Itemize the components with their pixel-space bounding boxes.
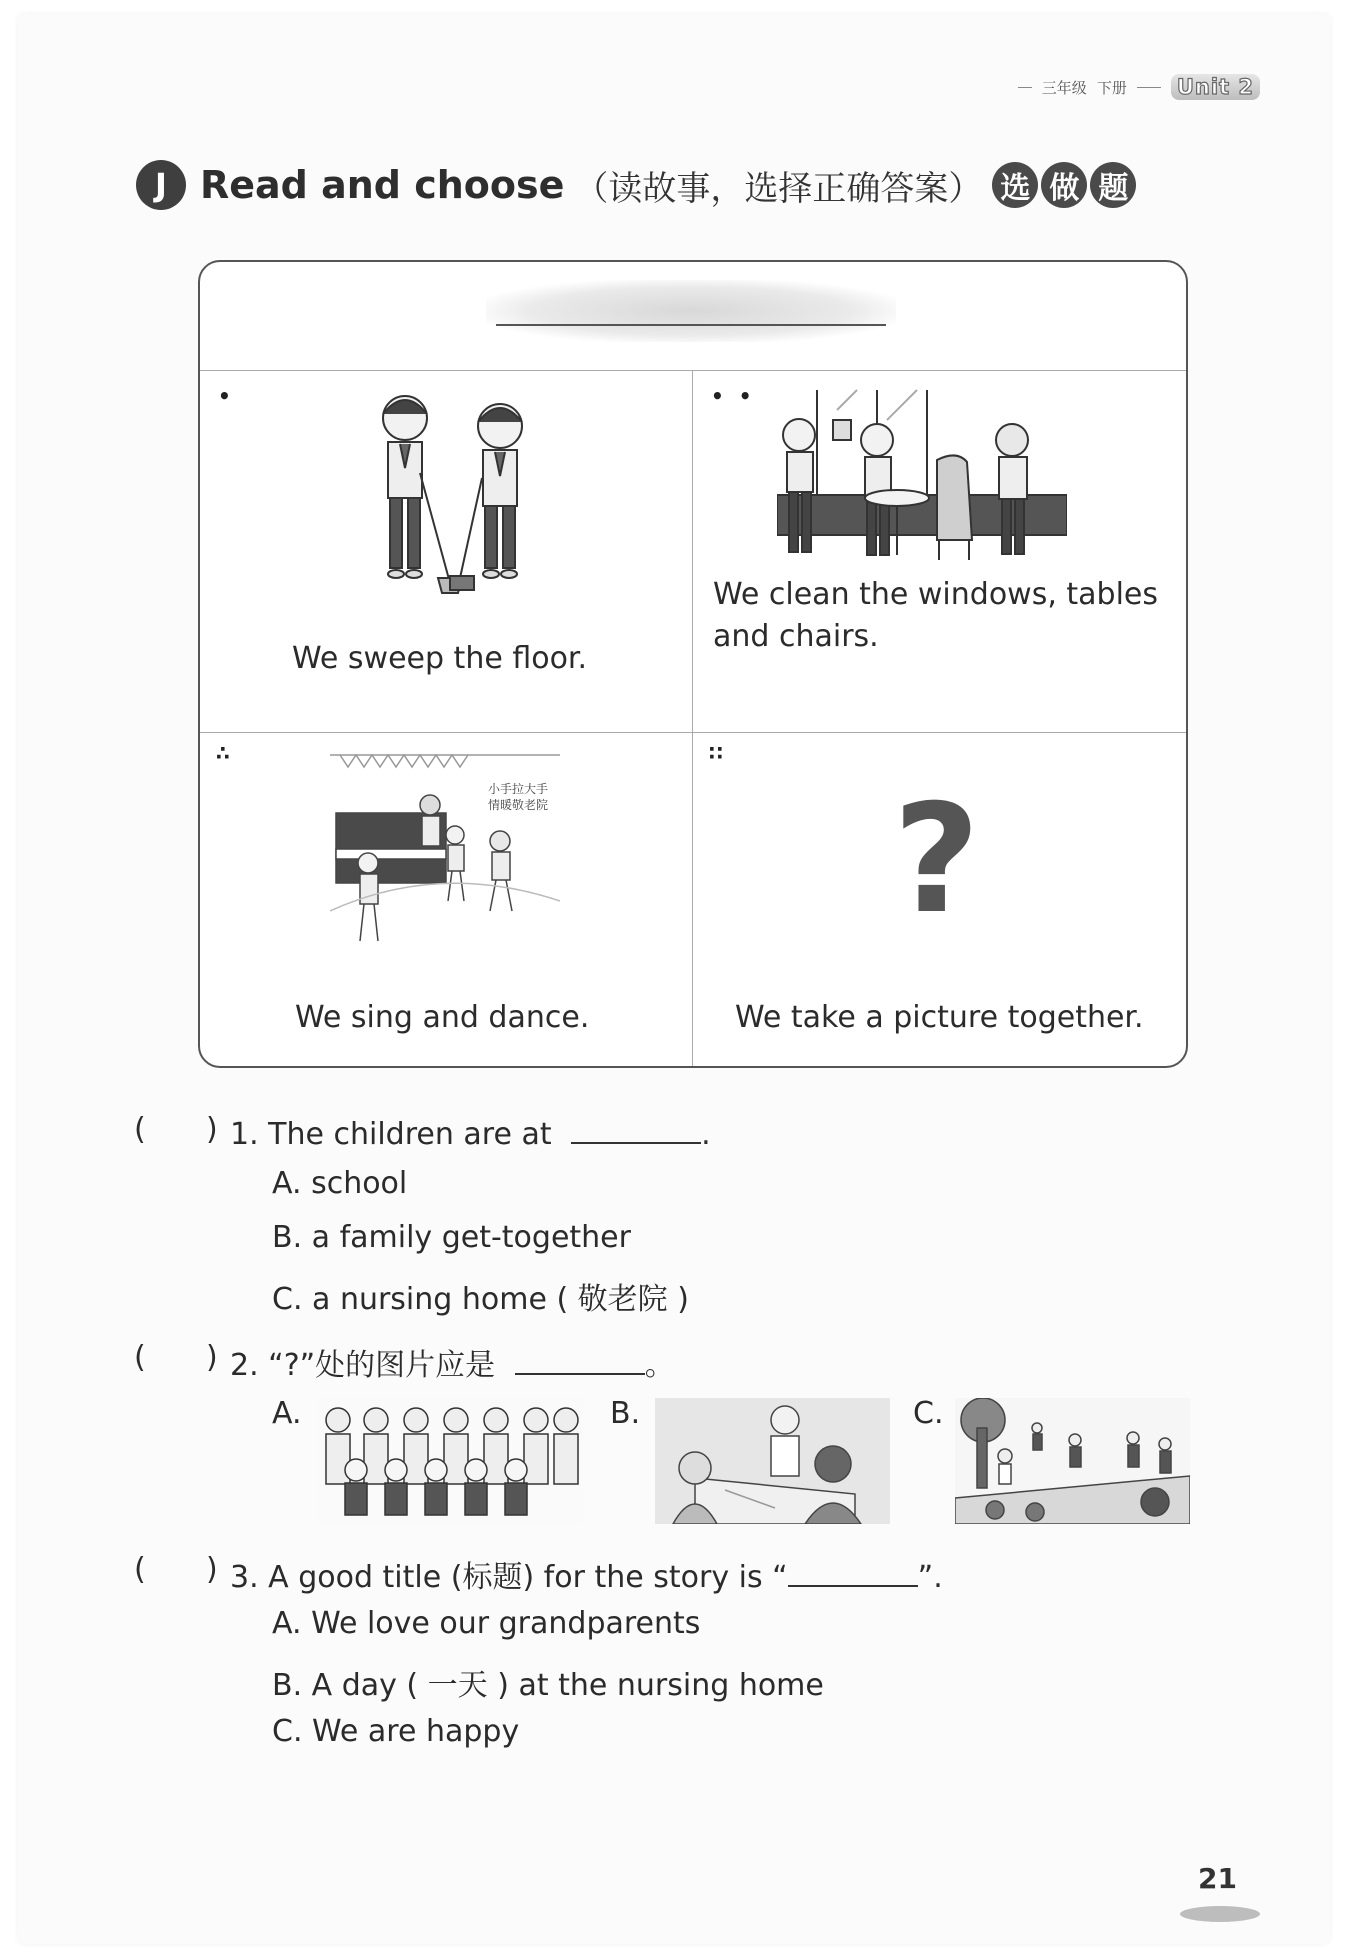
option-c: C. We are happy [272,1714,520,1749]
picture-option-a-label: A. [272,1396,302,1431]
story-panel-4 [693,733,1186,1066]
story-title-blank [496,324,886,326]
story-panel-1 [200,370,692,732]
story-box [198,260,1188,1068]
scene-sign-line-2: 情暖敬老院 [488,798,549,812]
scene-sign-line-1: 小手拉大手 [488,782,549,796]
classroom-image[interactable] [655,1398,890,1524]
answer-paren-open: ( [134,1112,146,1147]
story-title-blur [486,280,896,342]
option-a: A. We love our grandparents [272,1606,701,1641]
panel-dots: ∴ [216,741,234,765]
panel-dots: • [218,384,235,408]
header-rule [1137,87,1161,88]
answer-paren-open: ( [134,1552,146,1587]
answer-paren-close: ) [206,1552,218,1587]
answer-paren-close: ) [206,1340,218,1375]
picture-option-c-label: C. [913,1396,944,1431]
optional-badge [992,162,1136,208]
sing-and-dance-illustration [330,741,570,951]
story-panel-2 [693,370,1186,732]
question-text [230,1552,943,1596]
group-photo-image[interactable] [318,1398,583,1524]
option-b: B. a family get-together [272,1220,631,1255]
section-letter: J [136,160,186,210]
picture-option-b-label: B. [610,1396,641,1431]
section-title-cn: （读故事，选择正确答案） [574,168,983,209]
option-c: C. a nursing home ( 敬老院 ) [272,1282,689,1317]
panel-caption: We clean the windows, tables and chairs. [713,577,1159,654]
question-text [230,1340,675,1384]
answer-blank[interactable] [571,1112,701,1144]
page-number-decoration [1180,1906,1260,1922]
panel-caption: We sweep the floor. [292,641,588,676]
badge-char: 题 [1090,162,1136,208]
section-title-en: Read and choose [200,163,565,207]
question-end: ”. [917,1560,943,1595]
panel-caption: We take a picture together. [735,1000,1144,1035]
question-mark: ? [893,773,981,947]
page-number: 21 [1198,1862,1237,1895]
answer-blank[interactable] [515,1343,645,1375]
panel-dots: ∷ [709,741,727,765]
answer-paren-close: ) [206,1112,218,1147]
story-panel-3 [200,733,692,1066]
page-header [1018,74,1260,100]
answer-blank[interactable] [788,1555,918,1587]
unit-badge: Unit 2 [1171,74,1260,100]
badge-char: 做 [1041,162,1087,208]
answer-paren-open: ( [134,1340,146,1375]
park-scene-image[interactable] [955,1398,1190,1524]
sweeping-girls-illustration [350,378,570,608]
header-rule [1018,87,1032,88]
question-end: 。 [644,1348,675,1383]
option-a: A. school [272,1166,408,1201]
story-title-strip [200,262,1186,371]
question-text [230,1112,711,1152]
question-end: . [701,1117,711,1152]
question-stem: 3. A good title (标题) for the story is “ [230,1560,788,1595]
section-title [136,160,1136,210]
question-stem: 2. “?”处的图片应是 [230,1348,496,1383]
header-volume: 下册 [1096,78,1127,97]
question-stem: 1. The children are at [230,1117,552,1152]
header-grade: 三年级 [1041,78,1087,97]
badge-char: 选 [992,162,1038,208]
cleaning-children-illustration [777,380,1067,590]
option-b: B. A day ( 一天 ) at the nursing home [272,1668,824,1703]
panel-dots: • • [711,384,756,408]
panel-caption: We sing and dance. [295,1000,590,1035]
